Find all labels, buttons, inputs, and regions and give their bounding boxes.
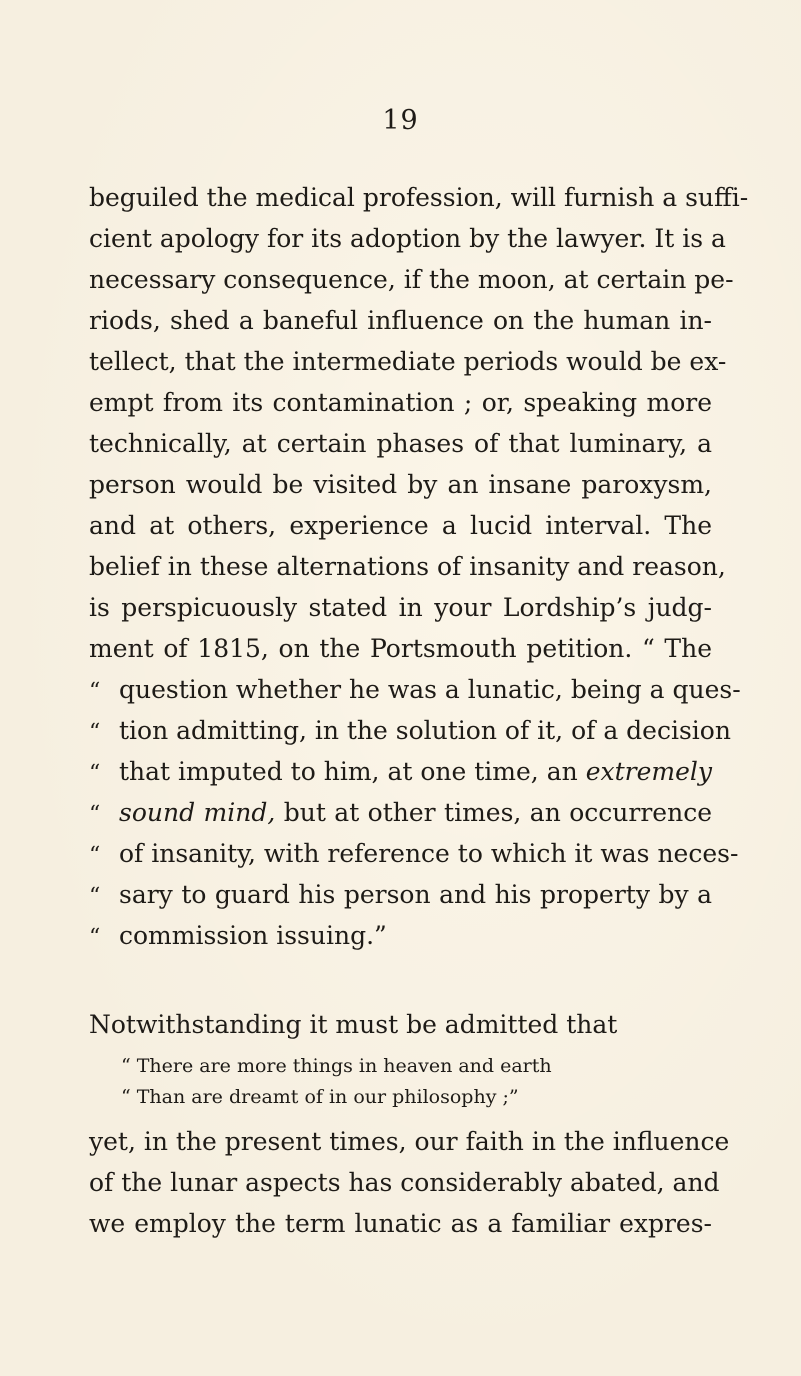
- verse-line: “ There are more things in heaven and earth: [121, 1055, 552, 1077]
- quote-line: [89, 877, 712, 915]
- body-line: empt from its contamination ; or, speaking more: [89, 388, 712, 417]
- quote-line: [89, 672, 741, 710]
- quote-line: [89, 836, 739, 874]
- quote-line: [89, 713, 731, 751]
- quote-mark: “: [89, 884, 101, 909]
- quote-text: of insanity, with reference to which it was neces-: [119, 839, 739, 868]
- body-line: belief in these alternations of insanity and reason,: [89, 552, 726, 581]
- quote-text: that imputed to him, at one time, an: [119, 757, 586, 786]
- body-line: we employ the term lunatic as a familiar expres-: [89, 1209, 712, 1238]
- body-line: beguiled the medical profession, will furnish a suffi-: [89, 183, 749, 212]
- quote-text: sary to guard his person and his property by a: [119, 880, 712, 909]
- quote-text: question whether he was a lunatic, being a ques-: [119, 675, 741, 704]
- quote-line: [89, 918, 712, 956]
- quote-mark: “: [89, 802, 101, 827]
- body-line: yet, in the present times, our faith in the influence: [89, 1127, 730, 1156]
- body-line: person would be visited by an insane paroxysm,: [89, 470, 712, 499]
- quote-mark: “: [89, 761, 101, 786]
- body-line: and at others, experience a lucid interval. The: [89, 511, 712, 540]
- quote-italic-text: extremely: [585, 757, 712, 786]
- page-number: 19: [382, 105, 419, 136]
- quote-italic-text: sound mind,: [119, 798, 276, 827]
- body-line: cient apology for its adoption by the lawyer. It is a: [89, 224, 726, 253]
- body-line: technically, at certain phases of that luminary, a: [89, 429, 712, 458]
- paragraph-intro: Notwithstanding it must be admitted that: [89, 1010, 618, 1039]
- body-line: necessary consequence, if the moon, at certain pe-: [89, 265, 734, 294]
- verse-line: “ Than are dreamt of in our philosophy ;”: [121, 1086, 519, 1108]
- quote-line: [89, 754, 712, 792]
- quote-text: tion admitting, in the solution of it, of a decision: [119, 716, 731, 745]
- body-line: of the lunar aspects has considerably abated, and: [89, 1168, 720, 1197]
- quote-text: commission issuing.”: [119, 921, 387, 950]
- quote-mark: “: [89, 925, 101, 950]
- body-line: riods, shed a baneful influence on the human in-: [89, 306, 712, 335]
- body-line: tellect, that the intermediate periods would be ex-: [89, 347, 727, 376]
- quote-text: but at other times, an occurrence: [275, 798, 712, 827]
- body-line: is perspicuously stated in your Lordship’s judg-: [89, 593, 712, 622]
- quote-mark: “: [89, 679, 101, 704]
- quote-mark: “: [89, 843, 101, 868]
- quote-mark: “: [89, 720, 101, 745]
- quote-line: [89, 795, 712, 833]
- body-line: ment of 1815, on the Portsmouth petition. “ The: [89, 634, 712, 663]
